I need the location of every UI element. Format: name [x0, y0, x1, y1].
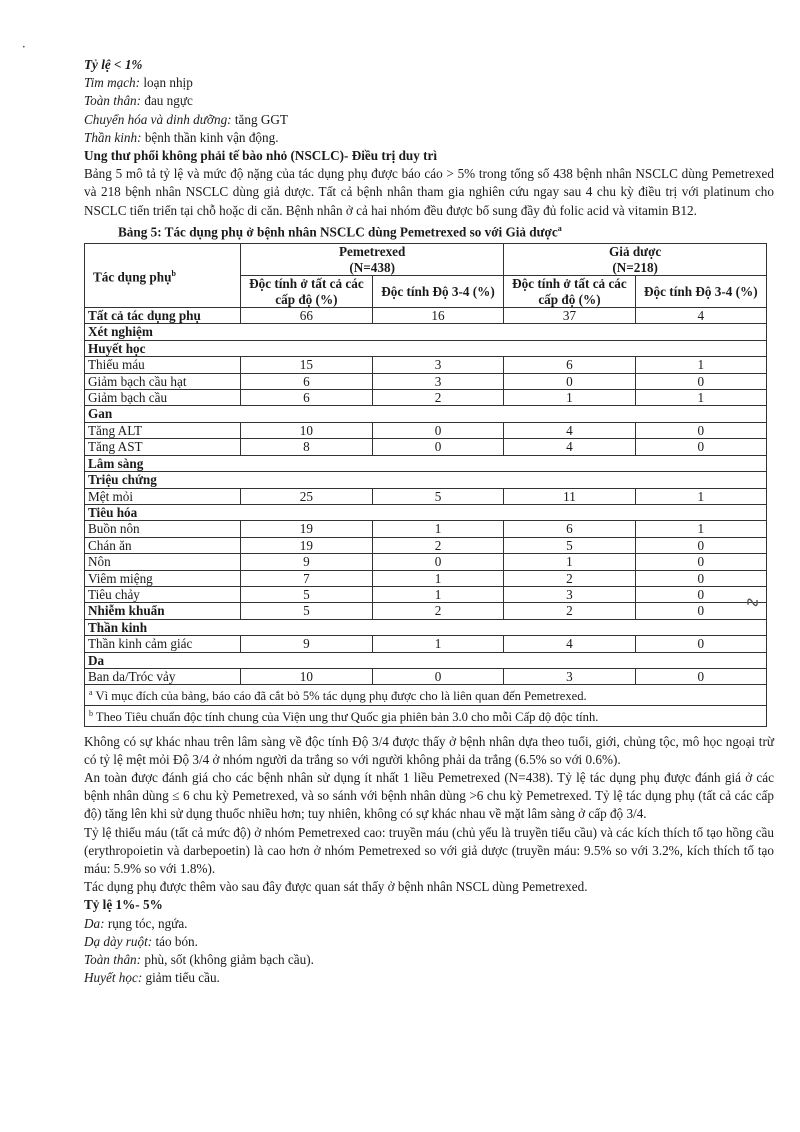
- table-row: [85, 488, 767, 504]
- table-row: [85, 636, 767, 652]
- cell-value: 25: [241, 488, 373, 504]
- section-title: Ung thư phổi không phải tế bào nhỏ (NSCLC)- Điều trị duy trì: [84, 148, 438, 164]
- cell-value: 0: [635, 636, 766, 652]
- row-label: Viêm miệng: [85, 570, 241, 586]
- sub-grade34-pem: Độc tính Độ 3-4 (%): [372, 276, 504, 308]
- cell-value: 0: [504, 373, 635, 389]
- cell-value: 1: [372, 586, 504, 602]
- cell-value: 11: [504, 488, 635, 504]
- row-label: Thần kinh: [85, 619, 767, 635]
- cell-value: 3: [372, 373, 504, 389]
- cell-value: 0: [635, 668, 766, 684]
- row-label: Tăng ALT: [85, 422, 241, 438]
- cell-value: 2: [372, 603, 504, 619]
- table-row: [85, 373, 767, 389]
- cell-value: 1: [635, 488, 766, 504]
- cell-value: 15: [241, 357, 373, 373]
- adverse-events-table: [84, 243, 767, 726]
- row-label: Da: [85, 652, 767, 668]
- sub-all-grades-placebo: Độc tính ở tất cả các cấp độ (%): [504, 276, 635, 308]
- top-item-text: đau ngực: [141, 93, 193, 109]
- cell-value: 5: [241, 603, 373, 619]
- row-label: Lâm sàng: [85, 455, 767, 471]
- cell-value: 37: [504, 308, 635, 324]
- body-paragraph: Không có sự khác nhau trên lâm sàng về độc tính Độ 3/4 được thấy ở bệnh nhân dựa theo tuổi, giới, chủng tộc, mô học ngoại trừ có tỷ lệ mệt mỏi Độ 3/4 ở nhóm người da trắng so với người không phải da trắng (6.5% so với 0.6%).: [84, 733, 774, 767]
- top-item-label: Toàn thân:: [84, 93, 142, 109]
- row-label: Huyết học: [85, 340, 767, 356]
- cell-value: 6: [504, 357, 635, 373]
- intro-paragraph: Bảng 5 mô tả tỷ lệ và mức độ nặng của tác dụng phụ được báo cáo > 5% trong tổng số 438 bệnh nhân NSCLC dùng Pemetrexed và 218 bệnh nhân NSCLC dùng giả dược. Tất cả bệnh nhân tham gia nghiên cứu ngay sau 4 chu kỳ điều trị với platinum cho NSCLC tiến triển tại chỗ hoặc di căn. Bệnh nhân ở cả hai nhóm đều được bổ sung đầy đủ folic acid và vitamin B12.: [84, 166, 774, 218]
- cell-value: 1: [372, 521, 504, 537]
- table-row: [85, 439, 767, 455]
- row-label: Mệt mỏi: [85, 488, 241, 504]
- bottom-item-line: [84, 915, 774, 933]
- cell-value: 5: [372, 488, 504, 504]
- cell-value: 8: [241, 439, 373, 455]
- cell-value: 0: [635, 554, 766, 570]
- cell-value: 16: [372, 308, 504, 324]
- cell-value: 4: [504, 439, 635, 455]
- table-row: [85, 340, 767, 356]
- table-footnote: $^b$ Theo Tiêu chuẩn độc tính chung của Viện ung thư Quốc gia phiên bản 3.0 cho mỗi Cấp độ độc tính.: [85, 705, 767, 726]
- cell-value: 0: [635, 586, 766, 602]
- cell-value: 5: [504, 537, 635, 553]
- cell-value: 0: [372, 422, 504, 438]
- col-adverse-event: Tác dụng phụ$^b$: [85, 244, 241, 308]
- top-item-line: [84, 74, 774, 92]
- cell-value: 0: [635, 603, 766, 619]
- cell-value: 3: [372, 357, 504, 373]
- table-row: [85, 570, 767, 586]
- top-list: [84, 74, 774, 147]
- margin-mark-squiggle: ∿: [741, 590, 764, 615]
- cell-value: 2: [372, 537, 504, 553]
- cell-value: 0: [635, 373, 766, 389]
- table-row: [85, 521, 767, 537]
- cell-value: 66: [241, 308, 373, 324]
- table-row: [85, 455, 767, 471]
- cell-value: 0: [635, 439, 766, 455]
- row-label: Nhiễm khuẩn: [85, 603, 241, 619]
- cell-value: 9: [241, 554, 373, 570]
- bottom-item-line: [84, 969, 774, 987]
- table-row: [85, 619, 767, 635]
- table-row: [85, 390, 767, 406]
- after-paragraphs: [84, 733, 774, 897]
- cell-value: 10: [241, 668, 373, 684]
- cell-value: 2: [504, 570, 635, 586]
- bottom-item-text: phù, sốt (không giảm bạch cầu).: [141, 952, 314, 968]
- table-title: Bảng 5: Tác dụng phụ ở bệnh nhân NSCLC dùng Pemetrexed so với Giả dược$^a$: [118, 223, 562, 240]
- cell-value: 7: [241, 570, 373, 586]
- table-row: [85, 586, 767, 602]
- group-pemetrexed: Pemetrexed (N=438): [241, 244, 504, 276]
- top-item-text: tăng GGT: [231, 111, 288, 127]
- bottom-item-line: [84, 951, 774, 969]
- row-label: Gan: [85, 406, 767, 422]
- bottom-item-text: rụng tóc, ngứa.: [104, 915, 188, 931]
- row-label: Giảm bạch cầu hạt: [85, 373, 241, 389]
- cell-value: 1: [635, 390, 766, 406]
- cell-value: 10: [241, 422, 373, 438]
- cell-value: 6: [241, 390, 373, 406]
- cell-value: 9: [241, 636, 373, 652]
- cell-value: 19: [241, 521, 373, 537]
- table-row: [85, 324, 767, 340]
- cell-value: 6: [241, 373, 373, 389]
- cell-value: 5: [241, 586, 373, 602]
- bottom-list: [84, 915, 774, 988]
- bottom-heading: Tỷ lệ 1%- 5%: [84, 897, 163, 913]
- bottom-item-label: Toàn thân:: [84, 952, 142, 968]
- bottom-item-label: Dạ dày ruột:: [84, 933, 153, 949]
- bottom-item-label: Huyết học:: [84, 970, 143, 986]
- top-item-line: [84, 129, 774, 147]
- document-page: [84, 56, 774, 987]
- table-row: [85, 357, 767, 373]
- table-footnote-row: [85, 685, 767, 706]
- cell-value: 1: [635, 357, 766, 373]
- bottom-item-label: Da:: [84, 915, 105, 931]
- group-placebo: Giả dược (N=218): [504, 244, 767, 276]
- bottom-item-line: [84, 933, 774, 951]
- cell-value: 6: [504, 521, 635, 537]
- row-label: Chán ăn: [85, 537, 241, 553]
- cell-value: 2: [372, 390, 504, 406]
- body-paragraph: Tỷ lệ thiếu máu (tất cả mức độ) ở nhóm Pemetrexed cao: truyền máu (chủ yếu là truyền tiểu cầu) và các kích thích tố tạo hồng cầu (erythropoietin và darbepoetin) là cao hơn ở nhóm Pemetrexed so với giả dược (truyền máu: 9.5% so với 3.2%, kích thích tố tạo máu: 5.9% so với 1.8%).: [84, 824, 774, 876]
- table-row: [85, 537, 767, 553]
- top-item-label: Tim mạch:: [84, 75, 141, 91]
- bottom-item-text: táo bón.: [152, 933, 198, 949]
- row-label: Tiêu chảy: [85, 586, 241, 602]
- body-paragraph: Tác dụng phụ được thêm vào sau đây được quan sát thấy ở bệnh nhân NSCL dùng Pemetrexed.: [84, 879, 588, 895]
- row-label: Nôn: [85, 554, 241, 570]
- row-label: Tăng AST: [85, 439, 241, 455]
- table-footnote: $^a$ Vì mục đích của bảng, báo cáo đã cắt bỏ 5% tác dụng phụ được cho là liên quan đến Pemetrexed.: [85, 685, 767, 706]
- cell-value: 0: [372, 668, 504, 684]
- table-row: [85, 406, 767, 422]
- row-label: Xét nghiệm: [85, 324, 767, 340]
- cell-value: 0: [372, 439, 504, 455]
- cell-value: 4: [635, 308, 766, 324]
- table-row: [85, 308, 767, 324]
- cell-value: 1: [635, 521, 766, 537]
- table-row: [85, 652, 767, 668]
- cell-value: 19: [241, 537, 373, 553]
- cell-value: 2: [504, 603, 635, 619]
- row-label: Buồn nôn: [85, 521, 241, 537]
- table-row: [85, 422, 767, 438]
- table-row: [85, 554, 767, 570]
- row-label: Giảm bạch cầu: [85, 390, 241, 406]
- table-footnote-row: [85, 705, 767, 726]
- sub-grade34-placebo: Độc tính Độ 3-4 (%): [635, 276, 766, 308]
- cell-value: 0: [372, 554, 504, 570]
- cell-value: 3: [504, 668, 635, 684]
- cell-value: 1: [504, 554, 635, 570]
- table-row: [85, 504, 767, 520]
- cell-value: 0: [635, 537, 766, 553]
- cell-value: 4: [504, 636, 635, 652]
- cell-value: 4: [504, 422, 635, 438]
- cell-value: 0: [635, 570, 766, 586]
- row-label: Ban da/Tróc vảy: [85, 668, 241, 684]
- top-item-line: [84, 111, 774, 129]
- top-item-label: Thần kinh:: [84, 129, 142, 145]
- cell-value: 1: [372, 636, 504, 652]
- sub-all-grades-pem: Độc tính ở tất cả các cấp độ (%): [241, 276, 373, 308]
- cell-value: 1: [372, 570, 504, 586]
- cell-value: 0: [635, 422, 766, 438]
- top-heading: Tỷ lệ < 1%: [84, 57, 143, 72]
- body-paragraph: An toàn được đánh giá cho các bệnh nhân sử dụng ít nhất 1 liều Pemetrexed (N=438). Tỷ lệ tác dụng phụ được đánh giá ở các bệnh nhân dùng ≤ 6 chu kỳ Pemetrexed, và so sánh với bệnh nhân dùng >6 chu kỳ Pemetrexed. Tỷ lệ tác dụng phụ (tất cả các cấp độ) tăng lên khi sử dụng thuốc nhiều hơn; tuy nhiên, không có sự khác nhau về mặt lâm sàng ở cấp độ 3/4.: [84, 769, 774, 822]
- top-item-text: loạn nhịp: [140, 75, 193, 91]
- cell-value: 1: [504, 390, 635, 406]
- row-label: Tất cả tác dụng phụ: [85, 308, 241, 324]
- top-item-text: bệnh thần kinh vận động.: [141, 129, 279, 145]
- row-label: Tiêu hóa: [85, 504, 767, 520]
- table-row: [85, 472, 767, 488]
- table-row: [85, 668, 767, 684]
- row-label: Triệu chứng: [85, 472, 767, 488]
- row-label: Thần kinh cảm giác: [85, 636, 241, 652]
- bottom-item-text: giảm tiểu cầu.: [142, 970, 220, 986]
- row-label: Thiếu máu: [85, 357, 241, 373]
- cell-value: 3: [504, 586, 635, 602]
- margin-dot: •: [22, 44, 26, 51]
- top-item-line: [84, 92, 774, 110]
- top-item-label: Chuyển hóa và dinh dưỡng:: [84, 111, 232, 127]
- table-row: [85, 603, 767, 619]
